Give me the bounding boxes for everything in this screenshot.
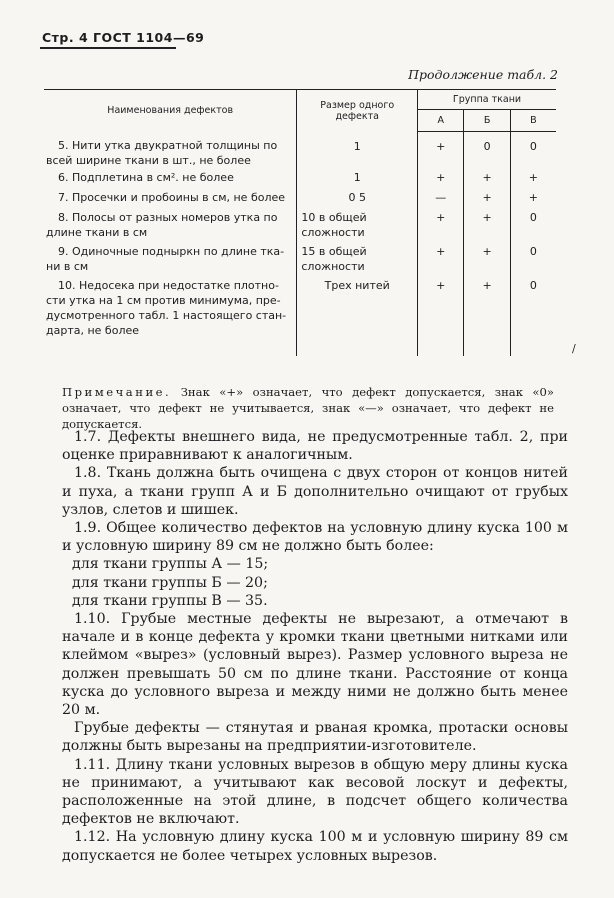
defect-name-line: длине ткани в см bbox=[46, 225, 148, 239]
defect-name-line: дарта, не более bbox=[46, 323, 140, 337]
table-row bbox=[44, 210, 556, 242]
mark-b: + bbox=[464, 210, 510, 242]
col-header-group-b: Б bbox=[464, 110, 510, 132]
note-label: Примечание. bbox=[62, 385, 172, 399]
defect-size: 1 bbox=[297, 132, 418, 170]
table-row bbox=[44, 276, 556, 356]
mark-a: — bbox=[418, 190, 464, 210]
paragraph-1-11: 1.11. Длину ткани условных вырезов в общую меру длины куска не принимают, а учитывают как весовой лоскут и дефекты, расположенные на этой длине, в подсчет общего количества дефектов не включают. bbox=[62, 756, 568, 828]
table-row bbox=[44, 242, 556, 276]
mark-a: + bbox=[418, 132, 464, 170]
page-header: Стр. 4 ГОСТ 1104—69 bbox=[42, 30, 205, 45]
mark-a: + bbox=[418, 170, 464, 190]
defect-name-line: сти утка на 1 см против минимума, пре- bbox=[46, 293, 281, 307]
mark-b: 0 bbox=[464, 132, 510, 170]
mark-b: + bbox=[464, 276, 510, 356]
defect-size: 15 в общей сложности bbox=[297, 242, 418, 276]
defect-name bbox=[44, 210, 297, 242]
defect-name bbox=[44, 276, 297, 356]
mark-c: 0 bbox=[510, 132, 556, 170]
table-row bbox=[44, 132, 556, 170]
defect-name bbox=[44, 242, 297, 276]
table-row bbox=[44, 170, 556, 190]
paragraph-1-10-coarse-defects: Грубые дефекты — стянутая и рваная кромка, протаски основы должны быть вырезаны на предприятии-изготовителе. bbox=[62, 720, 568, 755]
mark-b: + bbox=[464, 170, 510, 190]
defect-name-line: ни в см bbox=[46, 259, 89, 273]
col-header-group-c: В bbox=[510, 110, 556, 132]
defect-name-line: всей ширине ткани в шт., не более bbox=[46, 153, 251, 167]
defect-name bbox=[44, 190, 297, 210]
table-row bbox=[44, 190, 556, 210]
defect-name-line: 8. Полосы от разных номеров утка по bbox=[58, 210, 278, 224]
defect-name-line: дусмотренного табл. 1 настоящего стан- bbox=[46, 308, 287, 322]
mark-c: + bbox=[510, 170, 556, 190]
mark-a: + bbox=[418, 210, 464, 242]
mark-c: + bbox=[510, 190, 556, 210]
defect-size: 1 bbox=[297, 170, 418, 190]
defect-name bbox=[44, 132, 297, 170]
defect-name bbox=[44, 170, 297, 190]
defect-name-line: 9. Одиночные подныркн по длине тка- bbox=[58, 244, 285, 258]
mark-b: + bbox=[464, 242, 510, 276]
defect-size: 10 в общей сложности bbox=[297, 210, 418, 242]
col-header-group: Группа ткани bbox=[418, 90, 556, 110]
defect-size: Трех нитей bbox=[297, 276, 418, 356]
paragraph-1-9-group-c: для ткани группы В — 35. bbox=[72, 592, 268, 609]
mark-c: 0 bbox=[510, 210, 556, 242]
mark-c: 0 bbox=[510, 276, 556, 356]
paragraph-1-10: 1.10. Грубые местные дефекты не вырезают, а отмечают в начале и в конце дефекта у кромки ткани цветными нитками или клеймом «вырез» (условный вырез). Размер условного выреза не должен превышать 50 см по длине ткани. Расстояние от конца куска до условного выреза и между ними не должно быть менее 20 м. bbox=[62, 611, 568, 719]
col-header-name: Наименования дефектов bbox=[44, 90, 297, 132]
table-margin-mark: / bbox=[572, 342, 576, 355]
paragraph-1-8: 1.8. Ткань должна быть очищена с двух сторон от концов нитей и пуха, а ткани групп А и Б дополнительно очищают от грубых узлов, слетов и шишек. bbox=[62, 465, 568, 518]
defect-size: 0 5 bbox=[297, 190, 418, 210]
defect-name-line: 10. Недосека при недостатке плотно- bbox=[58, 278, 279, 292]
body-text bbox=[62, 428, 568, 865]
mark-a: + bbox=[418, 242, 464, 276]
paragraph-1-9: 1.9. Общее количество дефектов на условную длину куска 100 м и условную ширину 89 см не должно быть более: bbox=[62, 520, 568, 555]
table-continuation-label: Продолжение табл. 2 bbox=[408, 67, 558, 82]
defects-table bbox=[44, 89, 556, 356]
defect-name-line: 6. Подплетина в см². не более bbox=[58, 170, 234, 184]
note-text: Знак «+» означает, что дефект допускается, знак «0» означает, что дефект не учитывается, знак «—» означает, что дефект не допускается. bbox=[62, 385, 554, 431]
col-header-group-a: А bbox=[418, 110, 464, 132]
mark-b: + bbox=[464, 190, 510, 210]
mark-c: 0 bbox=[510, 242, 556, 276]
header-rule bbox=[40, 47, 176, 49]
col-header-size: Размер одного дефекта bbox=[297, 90, 418, 132]
table-note bbox=[62, 384, 554, 432]
paragraph-1-7: 1.7. Дефекты внешнего вида, не предусмотренные табл. 2, при оценке приравнивают к аналогичным. bbox=[62, 429, 568, 464]
paragraph-1-12: 1.12. На условную длину куска 100 м и условную ширину 89 см допускается не более четырех условных вырезов. bbox=[62, 829, 568, 864]
paragraph-1-9-group-b: для ткани группы Б — 20; bbox=[72, 574, 268, 591]
defect-name-line: 5. Нити утка двукратной толщины по bbox=[58, 138, 278, 152]
defect-name-line: 7. Просечки и пробоины в см, не более bbox=[58, 190, 286, 204]
mark-a: + bbox=[418, 276, 464, 356]
paragraph-1-9-group-a: для ткани группы А — 15; bbox=[72, 556, 269, 573]
